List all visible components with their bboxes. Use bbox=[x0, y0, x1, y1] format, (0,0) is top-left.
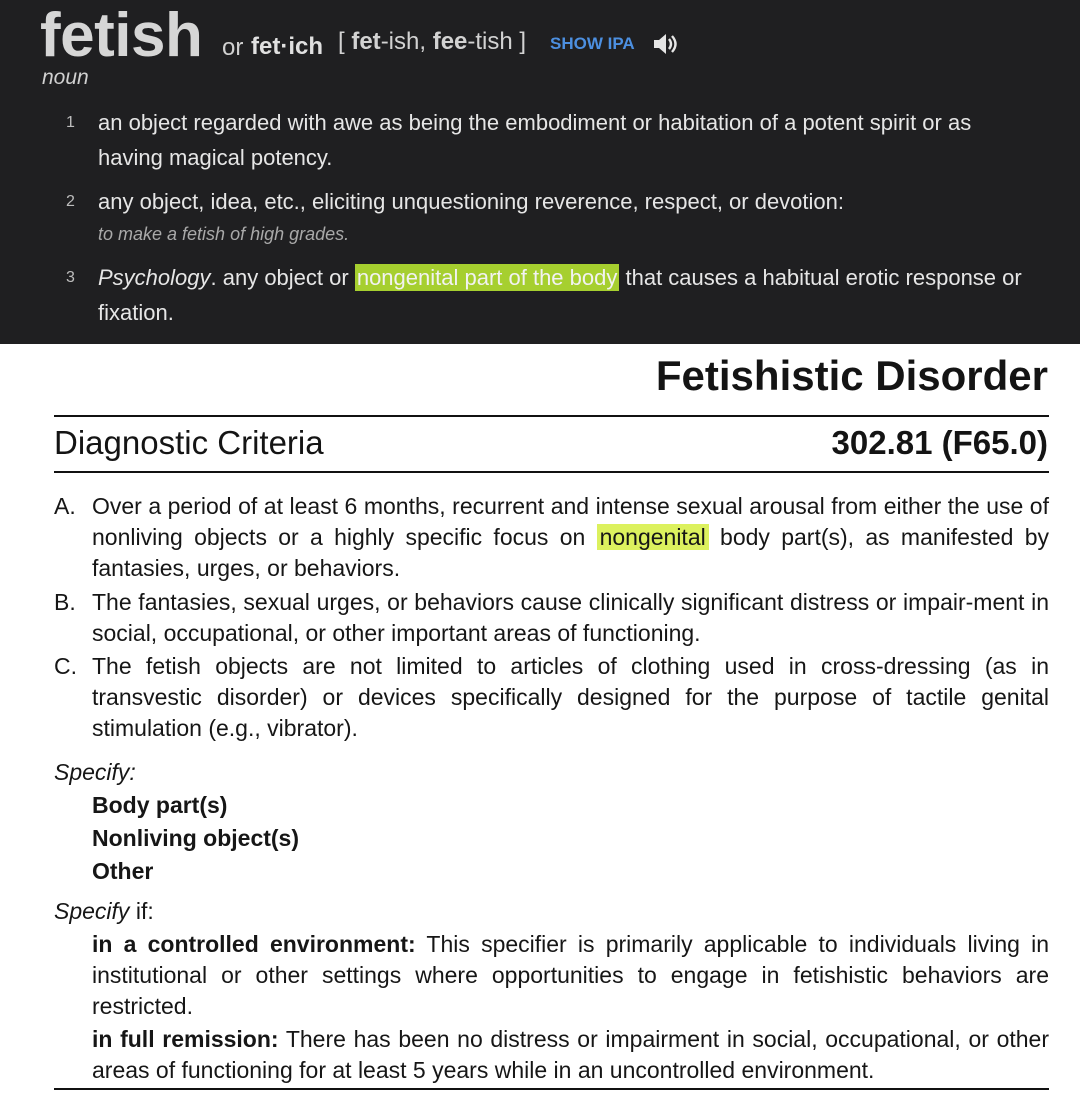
divider bbox=[54, 471, 1049, 473]
criterion-letter: C. bbox=[54, 653, 77, 679]
dictionary-entry bbox=[0, 0, 1080, 344]
pron-rest-2: -tish ] bbox=[467, 28, 527, 55]
definition-2: any object, idea, etc., eliciting unquestioning reverence, respect, or devotion: bbox=[98, 189, 845, 214]
pron-rest-1: -ish, bbox=[380, 28, 433, 55]
criterion-c bbox=[54, 651, 1049, 744]
definition-text: . any object or bbox=[210, 265, 349, 290]
definition-number: 2 bbox=[66, 193, 75, 210]
diagnostic-code: 302.81 (F65.0) bbox=[831, 424, 1048, 461]
criterion-letter: B. bbox=[54, 589, 76, 615]
headword: fetish bbox=[40, 1, 203, 70]
definition-text: that causes a habitual erotic response or fixation. bbox=[98, 265, 1022, 325]
divider bbox=[54, 1088, 1049, 1090]
definition-3 bbox=[98, 260, 1038, 330]
variant-spelling: fet·ich bbox=[251, 33, 323, 60]
criterion-text: body part(s), as manifested by fantasies, urges, or behaviors. bbox=[92, 524, 1049, 581]
definition-1: an object regarded with awe as being the embodiment or habitation of a potent spirit or as having magical potency. bbox=[98, 110, 972, 170]
speaker-icon[interactable] bbox=[650, 30, 678, 58]
specify-option: Other bbox=[92, 858, 154, 884]
pron-stress-1: fet bbox=[351, 28, 381, 55]
specifier-text: This specifier is primarily applicable to individuals living in institutional or other settings where opportunities to engage in fetishistic behaviors are restricted. bbox=[92, 931, 1049, 1019]
specify-if-italic: Specify bbox=[54, 898, 130, 924]
criterion-b bbox=[54, 587, 1049, 649]
show-ipa-link[interactable]: SHOW IPA bbox=[550, 34, 635, 53]
criterion-text: The fetish objects are not limited to articles of clothing used in cross-dressing (as in transvestic disorder) or devices specifically designed for the purpose of tactile genital stimulation (e.g., vibrator). bbox=[92, 653, 1049, 741]
criterion-text: Over a period of at least 6 months, recurrent and intense sexual arousal from either the use of nonliving objects or a highly specific focus on bbox=[92, 493, 1049, 550]
pronunciation bbox=[338, 28, 526, 56]
pron-stress-2: fee bbox=[432, 28, 468, 55]
highlighted-word: nongenital bbox=[597, 524, 709, 550]
specify-option: Body part(s) bbox=[92, 792, 228, 818]
specify-if-label bbox=[54, 898, 154, 925]
dsm-criteria-page bbox=[0, 344, 1080, 1120]
specifier-full-remission bbox=[92, 1024, 1049, 1086]
specifier-controlled-environment bbox=[92, 929, 1049, 1022]
specifier-text: There has been no distress or impairment in social, occupational, or other areas of functioning for at least 5 years while in an uncontrolled environment. bbox=[92, 1026, 1049, 1083]
criterion-text: The fantasies, sexual urges, or behaviors cause clinically significant distress or impair-ment in social, occupational, or other important areas of functioning. bbox=[92, 589, 1049, 646]
specify-label: Specify: bbox=[54, 759, 136, 785]
page-title: Fetishistic Disorder bbox=[655, 352, 1048, 399]
definition-number: 1 bbox=[66, 114, 75, 131]
specifier-term: in a controlled environment: bbox=[92, 931, 416, 957]
specify-option: Nonliving object(s) bbox=[92, 825, 299, 851]
specify-if-rest: if: bbox=[129, 898, 154, 924]
definition-example: to make a fetish of high grades. bbox=[98, 224, 350, 244]
pron-open: [ bbox=[338, 28, 352, 55]
criterion-letter: A. bbox=[54, 493, 76, 519]
part-of-speech: noun bbox=[42, 66, 89, 89]
highlighted-phrase: nongenital part of the body bbox=[356, 265, 618, 290]
field-label: Psychology bbox=[98, 265, 211, 290]
variant-connector: or bbox=[222, 34, 244, 61]
divider bbox=[54, 415, 1049, 417]
criterion-a bbox=[54, 491, 1049, 584]
specifier-term: in full remission: bbox=[92, 1026, 279, 1052]
section-heading: Diagnostic Criteria bbox=[54, 424, 324, 461]
definition-number: 3 bbox=[66, 269, 75, 286]
